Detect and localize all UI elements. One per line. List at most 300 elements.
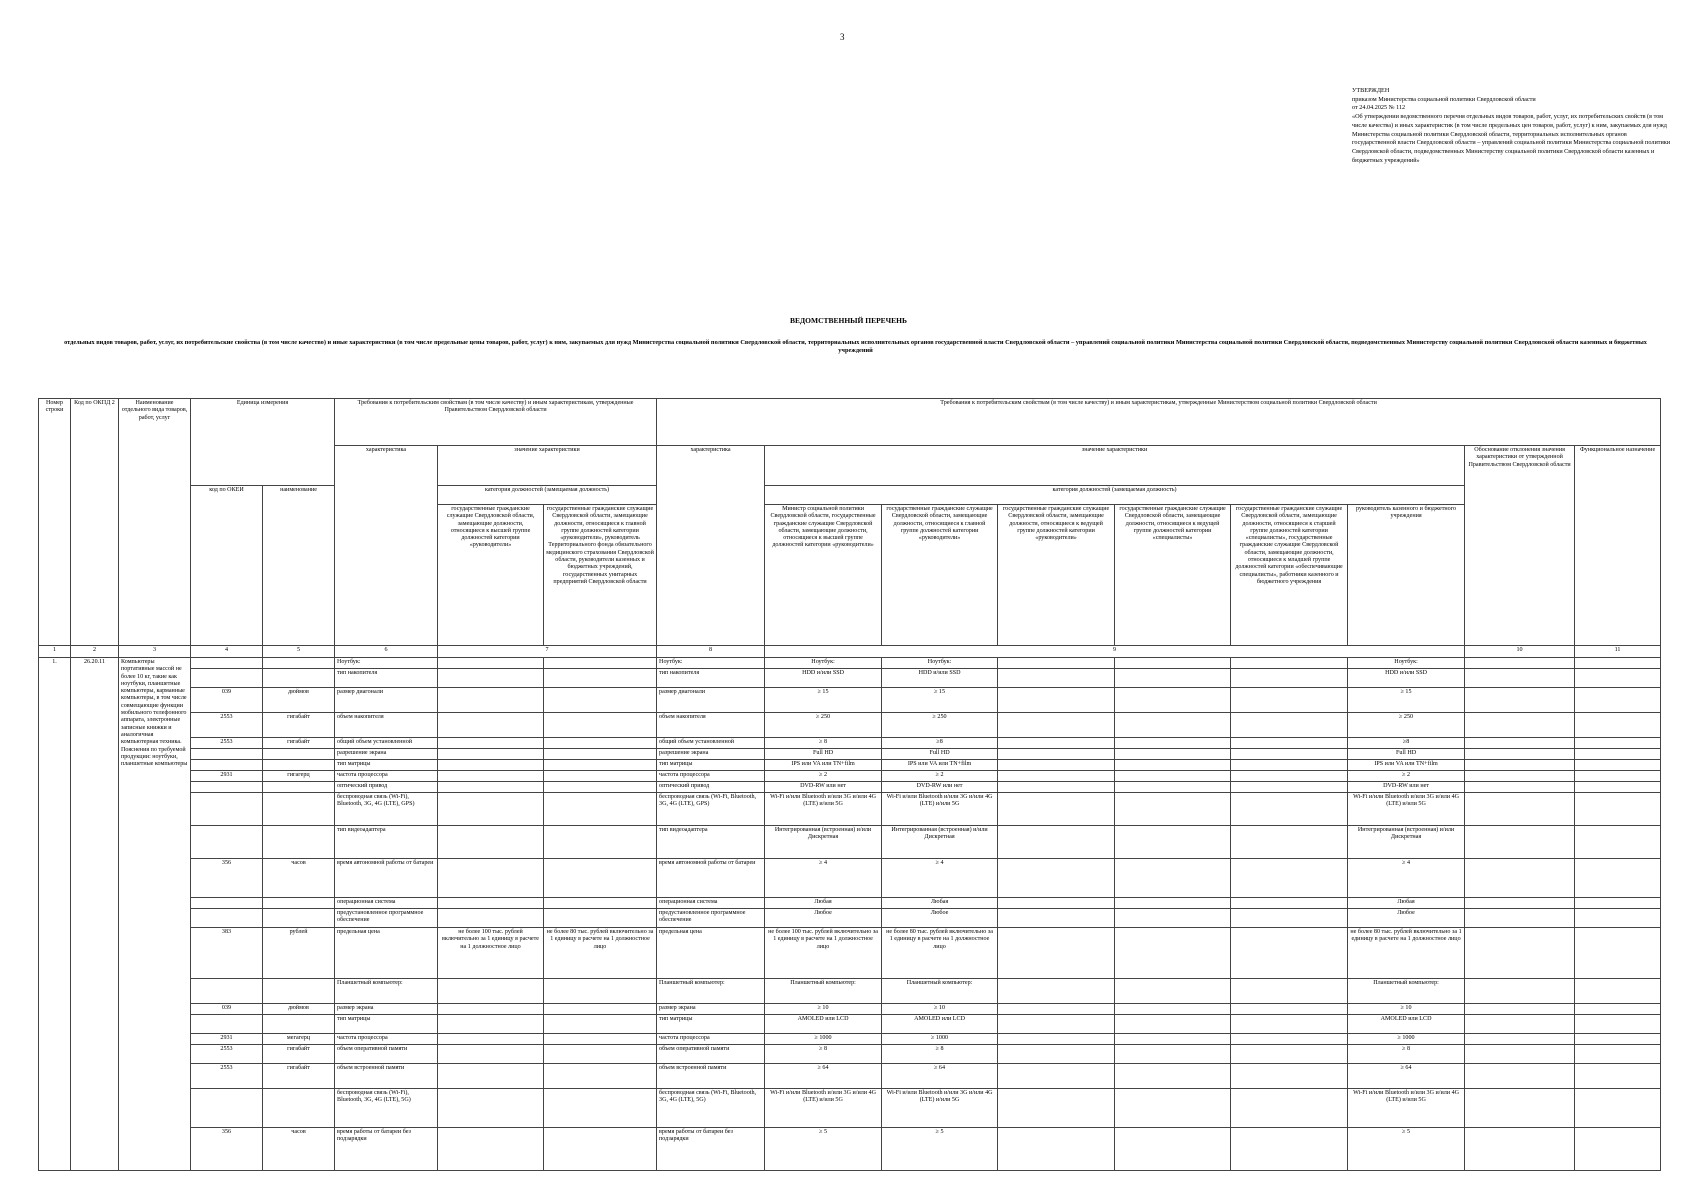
min-value-cat2: ≥ 10 xyxy=(882,1004,998,1015)
gov-characteristic: разрешение экрана xyxy=(335,749,438,760)
min-value-cat2: ≥ 5 xyxy=(882,1128,998,1171)
purpose-cell xyxy=(1575,688,1661,713)
unit-name: гигабайт xyxy=(263,1045,335,1064)
deviation-cell xyxy=(1465,1015,1575,1034)
deviation-cell xyxy=(1465,1004,1575,1015)
min-value-cat6: Любая xyxy=(1348,898,1465,909)
min-value-cat4 xyxy=(1115,1089,1231,1128)
gov-value-cat2 xyxy=(544,658,657,669)
gov-value-cat1 xyxy=(438,909,544,928)
min-value-cat5 xyxy=(1231,1034,1348,1045)
okei-code xyxy=(191,898,263,909)
min-value-cat4 xyxy=(1115,793,1231,826)
gov-characteristic: предустановленное программное обеспечение xyxy=(335,909,438,928)
header-min-value: значение характеристики xyxy=(765,446,1465,486)
okei-code xyxy=(191,669,263,688)
purpose-cell xyxy=(1575,1045,1661,1064)
purpose-cell xyxy=(1575,749,1661,760)
purpose-cell xyxy=(1575,738,1661,749)
unit-name: гигабайт xyxy=(263,1064,335,1089)
min-value-cat6: ≥8 xyxy=(1348,738,1465,749)
deviation-cell xyxy=(1465,771,1575,782)
table-body xyxy=(39,658,1661,1171)
min-value-cat3 xyxy=(998,859,1115,898)
purpose-cell xyxy=(1575,669,1661,688)
unit-name xyxy=(263,749,335,760)
header-gov-characteristic: характеристика xyxy=(335,446,438,646)
header-deviation: Обоснование отклонения значения характеристики от утвержденной Правительством Свердловской области xyxy=(1465,446,1575,646)
okei-code xyxy=(191,749,263,760)
okei-code xyxy=(191,1015,263,1034)
header-name: Наименование отдельного вида товаров, работ, услуг xyxy=(119,399,191,646)
min-value-cat1: ≥ 64 xyxy=(765,1064,882,1089)
gov-value-cat2: не более 80 тыс. рублей включительно за 1 единицу в расчете на 1 должностное лицо xyxy=(544,928,657,979)
min-characteristic: время работы от батареи без подзарядки xyxy=(657,1128,765,1171)
approval-line: от 24.04.2025 № 112 xyxy=(1352,104,1406,112)
min-value-cat6: Планшетный компьютер: xyxy=(1348,979,1465,1004)
col-number: 1 xyxy=(39,646,71,658)
okei-code: 2553 xyxy=(191,713,263,738)
okei-code: 2931 xyxy=(191,1034,263,1045)
deviation-cell xyxy=(1465,782,1575,793)
header-gov-cat2: государственные гражданские служащие Свердловской области, замещающие должности, относящиеся к главной группе должностей категории «руководители», руководитель Территориального фонда обязательного медицинского страхования Свердловской области, руководители казенных и бюджетных учреждений, государственных унитарных предприятий Свердловской области xyxy=(544,505,657,646)
deviation-cell xyxy=(1465,713,1575,738)
min-value-cat3 xyxy=(998,1045,1115,1064)
deviation-cell xyxy=(1465,669,1575,688)
col-number: 9 xyxy=(765,646,1465,658)
min-value-cat2: ≥ 15 xyxy=(882,688,998,713)
col-number: 2 xyxy=(71,646,119,658)
table-row xyxy=(39,749,1661,760)
deviation-cell xyxy=(1465,760,1575,771)
gov-value-cat2 xyxy=(544,1128,657,1171)
min-value-cat5 xyxy=(1231,738,1348,749)
min-value-cat4 xyxy=(1115,979,1231,1004)
page-number: 3 xyxy=(840,32,845,42)
purpose-cell xyxy=(1575,928,1661,979)
table-row xyxy=(39,688,1661,713)
min-value-cat6: ≥ 4 xyxy=(1348,859,1465,898)
table-row xyxy=(39,1004,1661,1015)
min-value-cat4 xyxy=(1115,898,1231,909)
deviation-cell xyxy=(1465,1128,1575,1171)
min-characteristic: предустановленное программное обеспечение xyxy=(657,909,765,928)
min-value-cat2: ≥8 xyxy=(882,738,998,749)
min-characteristic: разрешение экрана xyxy=(657,749,765,760)
table-row xyxy=(39,771,1661,782)
purpose-cell xyxy=(1575,782,1661,793)
min-value-cat1: Любая xyxy=(765,898,882,909)
min-value-cat3 xyxy=(998,909,1115,928)
min-value-cat2: ≥ 4 xyxy=(882,859,998,898)
min-value-cat2: ≥ 64 xyxy=(882,1064,998,1089)
gov-value-cat1 xyxy=(438,859,544,898)
min-value-cat4 xyxy=(1115,826,1231,859)
min-value-cat5 xyxy=(1231,713,1348,738)
min-value-cat1: ≥ 5 xyxy=(765,1128,882,1171)
min-characteristic: тип матрицы xyxy=(657,760,765,771)
min-characteristic: операционная система xyxy=(657,898,765,909)
min-value-cat5 xyxy=(1231,760,1348,771)
min-value-cat1: ≥ 4 xyxy=(765,859,882,898)
purpose-cell xyxy=(1575,1015,1661,1034)
deviation-cell xyxy=(1465,1034,1575,1045)
min-characteristic: размер экрана xyxy=(657,1004,765,1015)
gov-value-cat1 xyxy=(438,658,544,669)
col-number: 5 xyxy=(263,646,335,658)
min-value-cat1: AMOLED или LCD xyxy=(765,1015,882,1034)
gov-value-cat1 xyxy=(438,1004,544,1015)
min-value-cat6: IPS или VA или TN+film xyxy=(1348,760,1465,771)
min-value-cat3 xyxy=(998,1015,1115,1034)
min-value-cat6: ≥ 10 xyxy=(1348,1004,1465,1015)
gov-value-cat1 xyxy=(438,1045,544,1064)
approval-line: «Об утверждении ведомственного перечня отдельных видов товаров, работ, услуг, их потребительских свойств (в том числе качества) и иных характеристик (в том числе предельных цен товаров, работ, услуг) к ним, закупаемых для нужд Министерства социальной политики Свердловской области, территориальных исполнительных органов государственной власти Свердловской области – управлений социальной политики Министерства социальной политики Свердловской области, подведомственных Министерству социальной политики Свердловской области казенных и бюджетных учреждений» xyxy=(1352,113,1671,164)
min-characteristic: тип матрицы xyxy=(657,1015,765,1034)
gov-value-cat2 xyxy=(544,909,657,928)
gov-value-cat1 xyxy=(438,793,544,826)
min-value-cat1: Wi-Fi и/или Bluetooth и/или 3G и/или 4G (LTE) и/или 5G xyxy=(765,793,882,826)
unit-name xyxy=(263,658,335,669)
document-title: ВЕДОМСТВЕННЫЙ ПЕРЕЧЕНЬ xyxy=(790,316,907,325)
unit-name xyxy=(263,1015,335,1034)
gov-value-cat1 xyxy=(438,738,544,749)
purpose-cell xyxy=(1575,826,1661,859)
table-row xyxy=(39,898,1661,909)
min-characteristic: время автономной работы от батареи xyxy=(657,859,765,898)
min-value-cat2: Любое xyxy=(882,909,998,928)
min-value-cat5 xyxy=(1231,782,1348,793)
unit-name: рублей xyxy=(263,928,335,979)
min-value-cat1: Любое xyxy=(765,909,882,928)
okei-code: 2553 xyxy=(191,1064,263,1089)
purpose-cell xyxy=(1575,793,1661,826)
gov-characteristic: размер диагонали xyxy=(335,688,438,713)
table-row xyxy=(39,859,1661,898)
unit-name xyxy=(263,782,335,793)
gov-value-cat1 xyxy=(438,898,544,909)
header-min-cat1: Министр социальной политики Свердловской области, государственные гражданские служащие Свердловской области, замещающие должности, относящиеся к высшей группе должностей категории «руководители» xyxy=(765,505,882,646)
min-value-cat3 xyxy=(998,782,1115,793)
min-value-cat5 xyxy=(1231,749,1348,760)
min-value-cat4 xyxy=(1115,928,1231,979)
purpose-cell xyxy=(1575,658,1661,669)
min-value-cat3 xyxy=(998,1128,1115,1171)
min-value-cat6: не более 80 тыс. рублей включительно за 1 единицу в расчете на 1 должностное лицо xyxy=(1348,928,1465,979)
min-value-cat5 xyxy=(1231,669,1348,688)
purpose-cell xyxy=(1575,1089,1661,1128)
okei-code: 2553 xyxy=(191,1045,263,1064)
col-number: 8 xyxy=(657,646,765,658)
min-value-cat4 xyxy=(1115,1064,1231,1089)
min-value-cat6: Full HD xyxy=(1348,749,1465,760)
table-row xyxy=(39,658,1661,669)
header-min-cat5: государственные гражданские служащие Свердловской области, замещающие должности, относящиеся к старшей группе должностей категории «специалисты», государственные гражданские служащие Свердловской области, замещающие должности, относящиеся к младшей группе должностей категории «обеспечивающие специалисты», работники казенного и бюджетного учреждения xyxy=(1231,505,1348,646)
min-value-cat4 xyxy=(1115,713,1231,738)
min-value-cat4 xyxy=(1115,782,1231,793)
okei-code xyxy=(191,909,263,928)
min-characteristic: беспроводная связь (Wi-Fi, Bluetooth, 3G, 4G (LTE), 5G) xyxy=(657,1089,765,1128)
okei-code: 039 xyxy=(191,688,263,713)
approval-line: приказом Министерства социальной политики Свердловской области xyxy=(1352,95,1536,103)
gov-characteristic: операционная система xyxy=(335,898,438,909)
min-value-cat1: IPS или VA или TN+film xyxy=(765,760,882,771)
min-value-cat2: не более 80 тыс. рублей включительно за 1 единицу в расчете на 1 должностное лицо xyxy=(882,928,998,979)
okei-code: 2553 xyxy=(191,738,263,749)
unit-name xyxy=(263,760,335,771)
header-min-category: категория должностей (замещаемая должность) xyxy=(765,486,1465,505)
min-value-cat2: DVD-RW или нет xyxy=(882,782,998,793)
col-number: 3 xyxy=(119,646,191,658)
unit-name xyxy=(263,909,335,928)
min-value-cat4 xyxy=(1115,738,1231,749)
gov-characteristic: тип видеоадаптера xyxy=(335,826,438,859)
deviation-cell xyxy=(1465,909,1575,928)
col-number: 7 xyxy=(438,646,657,658)
col-number: 11 xyxy=(1575,646,1661,658)
min-value-cat1: DVD-RW или нет xyxy=(765,782,882,793)
table-row xyxy=(39,1034,1661,1045)
gov-value-cat1 xyxy=(438,771,544,782)
gov-value-cat2 xyxy=(544,898,657,909)
deviation-cell xyxy=(1465,928,1575,979)
min-value-cat5 xyxy=(1231,1128,1348,1171)
unit-name: часов xyxy=(263,1128,335,1171)
unit-name: мегагерц xyxy=(263,1034,335,1045)
min-value-cat6: ≥ 1000 xyxy=(1348,1034,1465,1045)
gov-value-cat2 xyxy=(544,859,657,898)
okei-code xyxy=(191,793,263,826)
unit-name xyxy=(263,979,335,1004)
min-value-cat5 xyxy=(1231,859,1348,898)
gov-value-cat2 xyxy=(544,760,657,771)
okei-code: 383 xyxy=(191,928,263,979)
min-value-cat6: HDD и/или SSD xyxy=(1348,669,1465,688)
min-value-cat2: ≥ 8 xyxy=(882,1045,998,1064)
min-value-cat3 xyxy=(998,928,1115,979)
purpose-cell xyxy=(1575,979,1661,1004)
unit-name xyxy=(263,826,335,859)
min-value-cat5 xyxy=(1231,1015,1348,1034)
min-value-cat4 xyxy=(1115,859,1231,898)
unit-name: дюймов xyxy=(263,1004,335,1015)
purpose-cell xyxy=(1575,713,1661,738)
header-gov-cat1: государственные гражданские служащие Свердловской области, замещающие должности, относящиеся к высшей группе должностей категории «руководители» xyxy=(438,505,544,646)
min-value-cat5 xyxy=(1231,793,1348,826)
deviation-cell xyxy=(1465,826,1575,859)
deviation-cell xyxy=(1465,658,1575,669)
min-value-cat1: ≥ 8 xyxy=(765,1045,882,1064)
header-min-cat3: государственные гражданские служащие Свердловской области, замещающие должности, относящиеся к ведущей группе должностей категории «руководители» xyxy=(998,505,1115,646)
min-value-cat2: Интегрированная (встроенная) и/или Дискретная xyxy=(882,826,998,859)
okei-code: 356 xyxy=(191,859,263,898)
min-characteristic: предельная цена xyxy=(657,928,765,979)
okei-code: 356 xyxy=(191,1128,263,1171)
min-value-cat3 xyxy=(998,669,1115,688)
gov-characteristic: объем встроенной памяти xyxy=(335,1064,438,1089)
min-value-cat1: ≥ 10 xyxy=(765,1004,882,1015)
gov-characteristic: объем оперативной памяти xyxy=(335,1045,438,1064)
gov-characteristic: тип матрицы xyxy=(335,760,438,771)
okei-code xyxy=(191,979,263,1004)
gov-characteristic: тип накопителя xyxy=(335,669,438,688)
unit-name: дюймов xyxy=(263,688,335,713)
min-value-cat1: Планшетный компьютер: xyxy=(765,979,882,1004)
min-value-cat5 xyxy=(1231,771,1348,782)
min-value-cat3 xyxy=(998,1064,1115,1089)
min-value-cat3 xyxy=(998,1089,1115,1128)
min-value-cat4 xyxy=(1115,658,1231,669)
min-value-cat4 xyxy=(1115,1015,1231,1034)
min-value-cat2: ≥ 2 xyxy=(882,771,998,782)
item-number: 1. xyxy=(39,658,71,1171)
min-value-cat6: Wi-Fi и/или Bluetooth и/или 3G и/или 4G (LTE) и/или 5G xyxy=(1348,1089,1465,1128)
gov-characteristic: размер экрана xyxy=(335,1004,438,1015)
min-characteristic: Ноутбук: xyxy=(657,658,765,669)
deviation-cell xyxy=(1465,1089,1575,1128)
min-value-cat6: AMOLED или LCD xyxy=(1348,1015,1465,1034)
min-characteristic: тип накопителя xyxy=(657,669,765,688)
min-value-cat5 xyxy=(1231,909,1348,928)
min-value-cat3 xyxy=(998,826,1115,859)
gov-characteristic: предельная цена xyxy=(335,928,438,979)
min-value-cat3 xyxy=(998,1004,1115,1015)
gov-value-cat2 xyxy=(544,688,657,713)
min-value-cat1: Full HD xyxy=(765,749,882,760)
purpose-cell xyxy=(1575,1004,1661,1015)
header-min-req: Требования к потребительским свойствам (в том числе качеству) и иным характеристикам, утвержденные Министерством социальной политики Свердловской области xyxy=(657,399,1661,446)
min-value-cat3 xyxy=(998,979,1115,1004)
gov-value-cat1 xyxy=(438,979,544,1004)
unit-name: гигабайт xyxy=(263,713,335,738)
min-value-cat2: IPS или VA или TN+film xyxy=(882,760,998,771)
gov-value-cat2 xyxy=(544,1045,657,1064)
gov-value-cat2 xyxy=(544,1089,657,1128)
min-value-cat5 xyxy=(1231,658,1348,669)
header-gov-category: категория должностей (замещаемая должность) xyxy=(438,486,657,505)
min-characteristic: объем встроенной памяти xyxy=(657,1064,765,1089)
min-value-cat2: AMOLED или LCD xyxy=(882,1015,998,1034)
min-value-cat2: HDD и/или SSD xyxy=(882,669,998,688)
gov-value-cat2 xyxy=(544,1064,657,1089)
table-row xyxy=(39,979,1661,1004)
min-value-cat3 xyxy=(998,749,1115,760)
min-value-cat2: Wi-Fi и/или Bluetooth и/или 3G и/или 4G (LTE) и/или 5G xyxy=(882,793,998,826)
approval-line: УТВЕРЖДЕН xyxy=(1352,87,1390,94)
deviation-cell xyxy=(1465,688,1575,713)
gov-characteristic: Планшетный компьютер: xyxy=(335,979,438,1004)
gov-characteristic: время автономной работы от батареи xyxy=(335,859,438,898)
gov-value-cat2 xyxy=(544,979,657,1004)
min-value-cat4 xyxy=(1115,1034,1231,1045)
okei-code: 2931 xyxy=(191,771,263,782)
min-value-cat6: ≥ 5 xyxy=(1348,1128,1465,1171)
gov-value-cat2 xyxy=(544,1015,657,1034)
gov-value-cat2 xyxy=(544,793,657,826)
gov-characteristic: время работы от батареи без подзарядки xyxy=(335,1128,438,1171)
okei-code xyxy=(191,826,263,859)
table-row xyxy=(39,760,1661,771)
min-value-cat5 xyxy=(1231,928,1348,979)
document-subtitle: отдельных видов товаров, работ, услуг, их потребительские свойства (в том числе качество) и иные характеристики (в том числе предельные цены товаров, работ, услуг) к ним, закупаемых для нужд Министерства социальной политики Свердловской области, территориальных исполнительных органов государственной власти Свердловской области – управлений социальной политики Министерства социальной политики Свердловской области, подведомственных Министерству социальной политики Свердловской области казенных и бюджетных учреждений xyxy=(64,339,1647,355)
gov-value-cat1: не более 100 тыс. рублей включительно за 1 единицу в расчете на 1 должностное лицо xyxy=(438,928,544,979)
purpose-cell xyxy=(1575,898,1661,909)
min-value-cat3 xyxy=(998,760,1115,771)
deviation-cell xyxy=(1465,749,1575,760)
table-row xyxy=(39,826,1661,859)
gov-value-cat1 xyxy=(438,749,544,760)
gov-value-cat1 xyxy=(438,1089,544,1128)
min-characteristic: объем оперативной памяти xyxy=(657,1045,765,1064)
header-unit-name: наименование xyxy=(263,486,335,646)
min-value-cat4 xyxy=(1115,1004,1231,1015)
requirements-table xyxy=(38,398,1661,1171)
gov-value-cat1 xyxy=(438,688,544,713)
min-value-cat3 xyxy=(998,688,1115,713)
purpose-cell xyxy=(1575,859,1661,898)
min-value-cat4 xyxy=(1115,749,1231,760)
okei-code xyxy=(191,1089,263,1128)
gov-value-cat2 xyxy=(544,1004,657,1015)
min-value-cat3 xyxy=(998,771,1115,782)
min-value-cat1: ≥ 2 xyxy=(765,771,882,782)
gov-value-cat1 xyxy=(438,1064,544,1089)
table-row xyxy=(39,738,1661,749)
min-characteristic: Планшетный компьютер: xyxy=(657,979,765,1004)
table-row xyxy=(39,793,1661,826)
header-min-characteristic: характеристика xyxy=(657,446,765,646)
min-value-cat6: ≥ 64 xyxy=(1348,1064,1465,1089)
gov-value-cat2 xyxy=(544,713,657,738)
gov-characteristic: тип матрицы xyxy=(335,1015,438,1034)
header-okpd: Код по ОКПД 2 xyxy=(71,399,119,646)
unit-name xyxy=(263,1089,335,1128)
table-row xyxy=(39,1089,1661,1128)
min-value-cat6: Интегрированная (встроенная) и/или Дискретная xyxy=(1348,826,1465,859)
min-value-cat4 xyxy=(1115,760,1231,771)
gov-value-cat1 xyxy=(438,782,544,793)
min-value-cat1: ≥ 250 xyxy=(765,713,882,738)
gov-value-cat1 xyxy=(438,1015,544,1034)
min-value-cat2: Wi-Fi и/или Bluetooth и/или 3G и/или 4G (LTE) и/или 5G xyxy=(882,1089,998,1128)
col-number: 6 xyxy=(335,646,438,658)
min-value-cat1: Wi-Fi и/или Bluetooth и/или 3G и/или 4G (LTE) и/или 5G xyxy=(765,1089,882,1128)
min-characteristic: размер диагонали xyxy=(657,688,765,713)
table-row xyxy=(39,1015,1661,1034)
okei-code xyxy=(191,760,263,771)
table-row xyxy=(39,713,1661,738)
table-row xyxy=(39,782,1661,793)
min-value-cat2: Планшетный компьютер: xyxy=(882,979,998,1004)
min-characteristic: объем накопителя xyxy=(657,713,765,738)
min-value-cat6: ≥ 2 xyxy=(1348,771,1465,782)
min-value-cat3 xyxy=(998,898,1115,909)
table-row xyxy=(39,928,1661,979)
unit-name xyxy=(263,898,335,909)
min-characteristic: частота процессора xyxy=(657,771,765,782)
deviation-cell xyxy=(1465,898,1575,909)
min-value-cat6: ≥ 15 xyxy=(1348,688,1465,713)
gov-value-cat2 xyxy=(544,738,657,749)
min-value-cat1: Интегрированная (встроенная) и/или Дискретная xyxy=(765,826,882,859)
gov-value-cat1 xyxy=(438,713,544,738)
min-value-cat5 xyxy=(1231,688,1348,713)
table-row xyxy=(39,669,1661,688)
min-value-cat4 xyxy=(1115,669,1231,688)
min-value-cat6: ≥ 250 xyxy=(1348,713,1465,738)
min-value-cat1: не более 100 тыс. рублей включительно за 1 единицу в расчете на 1 должностное лицо xyxy=(765,928,882,979)
unit-name: гигагерц xyxy=(263,771,335,782)
